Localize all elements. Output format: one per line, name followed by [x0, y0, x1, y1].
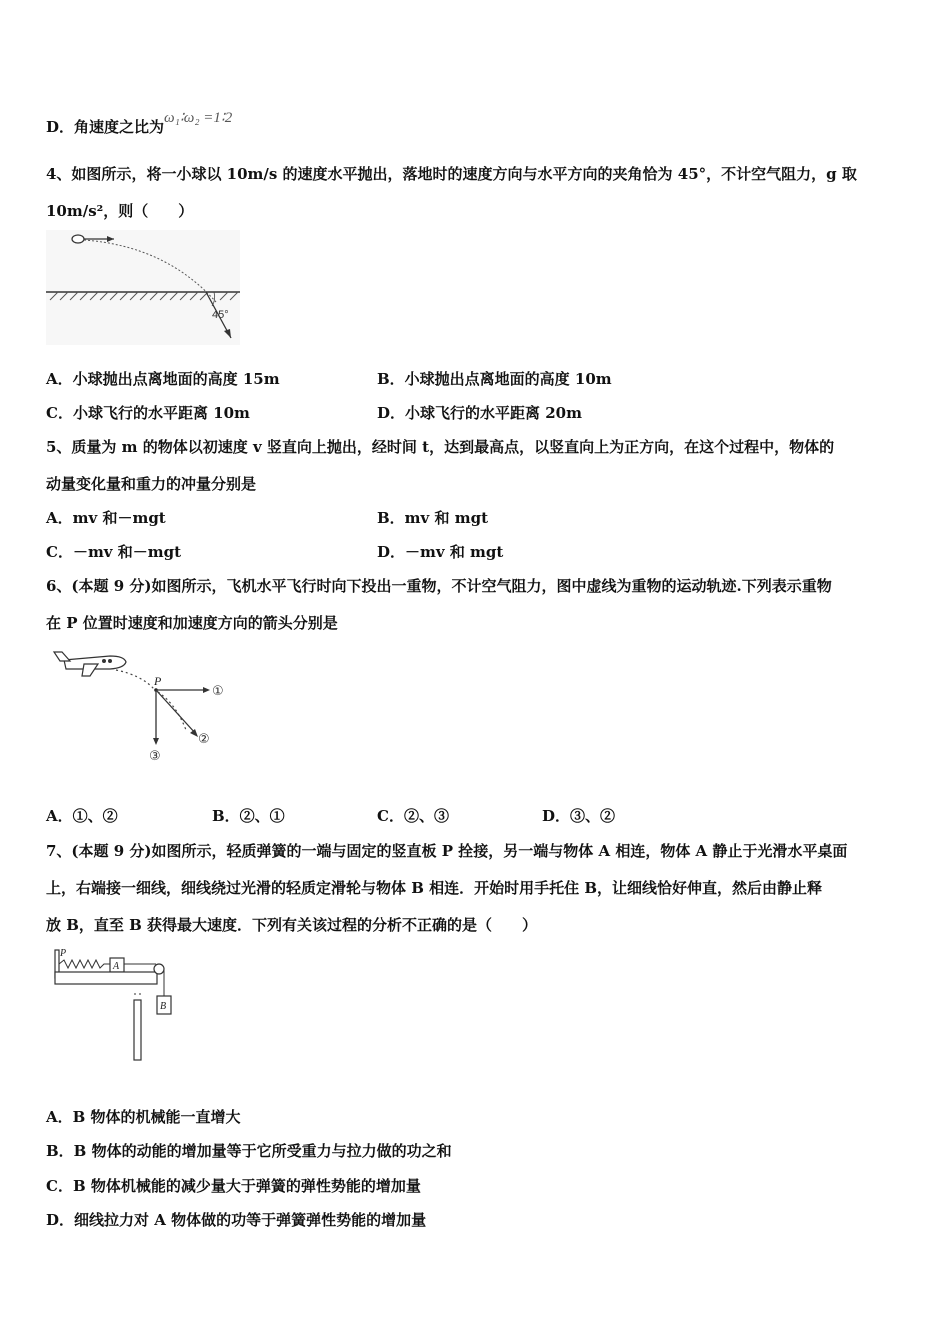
q5-stem-line1: 5、质量为 m 的物体以初速度 v 竖直向上抛出，经时间 t，达到最高点，以竖直向上为正方向，在这个过程中，物体的 — [46, 438, 835, 456]
q4-option-d: D．小球飞行的水平距离 20m — [377, 404, 582, 422]
q7-stem-line1: 7、(本题 9 分)如图所示，轻质弹簧的一端与固定的竖直板 P 拴接，另一端与物体 A 相连，物体 A 静止于光滑水平桌面 — [46, 842, 848, 860]
q7-table — [55, 972, 157, 984]
q6-arrow-1-head — [203, 687, 210, 693]
q7-option-d: D．细线拉力对 A 物体做的功等于弹簧弹性势能的增加量 — [46, 1211, 427, 1229]
q4-angle-label: 45° — [212, 309, 229, 321]
q4-projectile-figure — [46, 230, 240, 345]
q6-arrow-2 — [156, 690, 196, 734]
q4-figure-background — [46, 230, 240, 345]
q7-block-a-label: A — [113, 961, 120, 972]
q4-stem-line1: 4、如图所示，将一小球以 10m/s 的速度水平抛出，落地时的速度方向与水平方向的夹角恰为 45°，不计空气阻力，g 取 — [46, 165, 857, 183]
q4-ball — [72, 235, 84, 243]
airplane-icon — [54, 652, 126, 676]
q6-option-a: A．①、② — [46, 807, 118, 825]
q4-option-c: C．小球飞行的水平距离 10m — [46, 404, 250, 422]
q5-option-a: A．mv 和－mgt — [46, 509, 166, 527]
q6-stem-line2: 在 P 位置时速度和加速度方向的箭头分别是 — [46, 614, 338, 632]
q6-arrow-2-label: ② — [198, 732, 210, 747]
q6-option-d: D．③、② — [542, 807, 616, 825]
q5-option-c: C．－mv 和－mgt — [46, 543, 182, 561]
q7-option-a: A．B 物体的机械能一直增大 — [46, 1108, 241, 1126]
q5-option-d: D．－mv 和 mgt — [377, 543, 504, 561]
q5-stem-line2: 动量变化量和重力的冲量分别是 — [46, 475, 257, 493]
q7-stem-line2: 上，右端接一细线，细线绕过光滑的轻质定滑轮与物体 B 相连．开始时用手托住 B，让细线恰好伸直，然后由静止释 — [46, 879, 823, 897]
q7-support-leg — [134, 1000, 141, 1060]
q7-spring — [59, 960, 110, 968]
q7-plate-p-label: P — [60, 948, 67, 959]
q6-arrow-1-label: ① — [212, 684, 224, 699]
q4-stem-line2: 10m/s²，则（ ） — [46, 202, 194, 220]
q7-option-b: B．B 物体的动能的增加量等于它所受重力与拉力做的功之和 — [46, 1142, 452, 1160]
q5-option-b: B．mv 和 mgt — [377, 509, 488, 527]
q4-option-b: B．小球抛出点离地面的高度 10m — [377, 370, 612, 388]
q3-option-d — [46, 110, 233, 137]
q6-airplane-figure — [46, 642, 236, 772]
q6-option-c: C．②、③ — [377, 807, 449, 825]
q7-stem-line3: 放 B，直至 B 获得最大速度．下列有关该过程的分析不正确的是（ ） — [46, 916, 538, 934]
q3-option-d-text: D．角速度之比为 — [46, 118, 165, 136]
q6-stem-line1: 6、(本题 9 分)如图所示，飞机水平飞行时向下投出一重物，不计空气阻力，图中虚线为重物的运动轨迹.下列表示重物 — [46, 577, 832, 595]
q6-trajectory-before-p — [116, 670, 154, 689]
q4-option-a: A．小球抛出点离地面的高度 15m — [46, 370, 280, 388]
q7-spring-pulley-figure — [50, 944, 180, 1066]
q7-option-c: C．B 物体机械能的减少量大于弹簧的弹性势能的增加量 — [46, 1177, 421, 1195]
q7-pulley — [154, 964, 164, 974]
q6-point-p-label: P — [154, 674, 162, 688]
q3-option-d-formula: ω₁∶ω₂ =1∶2 — [164, 110, 233, 126]
q6-option-b: B．②、① — [212, 807, 285, 825]
q6-arrow-3-label: ③ — [149, 749, 161, 764]
q7-block-b-label: B — [160, 1001, 167, 1012]
q6-arrow-3-head — [153, 738, 159, 745]
q6-arrow-2-head — [190, 729, 198, 737]
